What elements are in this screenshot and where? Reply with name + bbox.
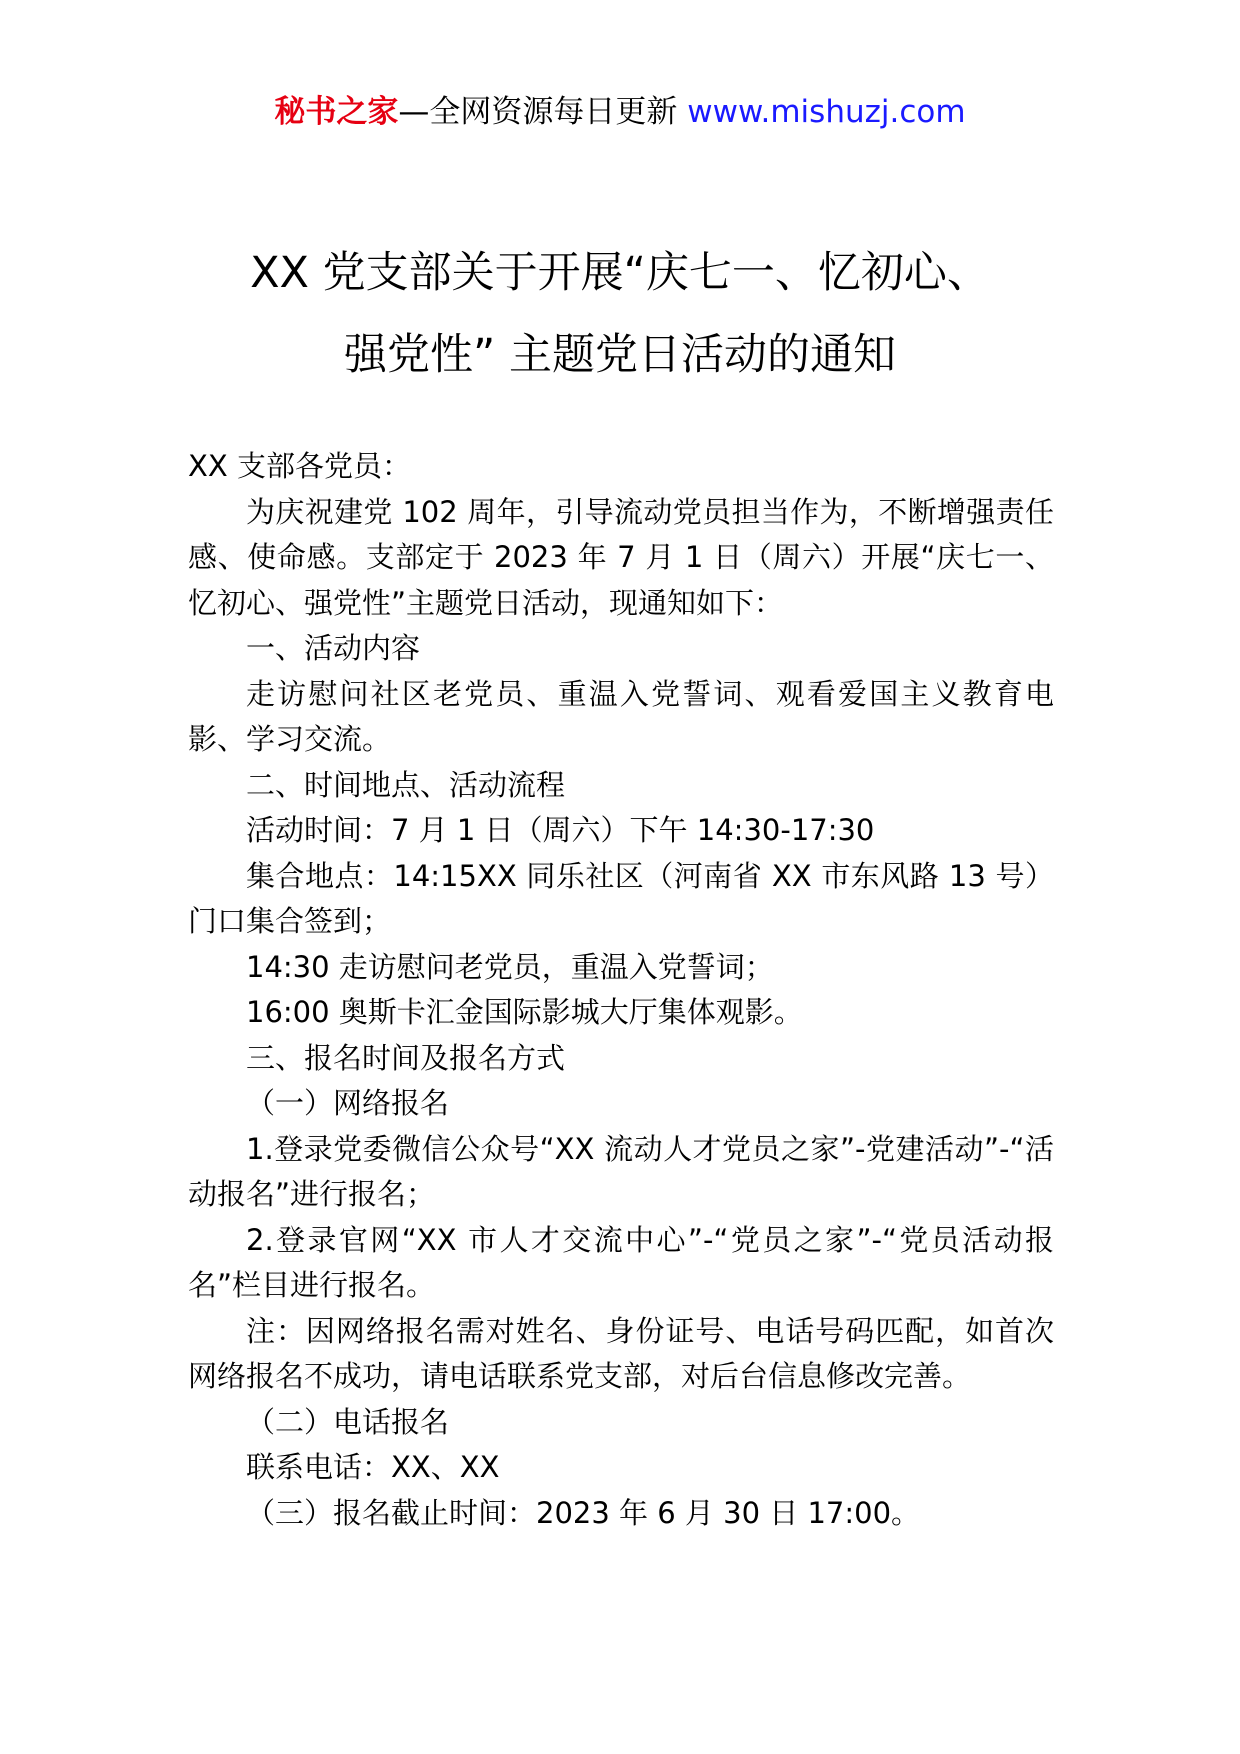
site-header [0, 92, 1240, 132]
content-paragraph: 走访慰问社区老党员、重温入党誓词、观看爱国主义教育电影、学习交流。 [188, 676, 1054, 756]
online-step-2: 2.登录官网“XX 市人才交流中心”-“党员之家”-“党员活动报名”栏目进行报名。 [188, 1222, 1054, 1302]
subheading-phone: （二）电话报名 [246, 1404, 450, 1439]
schedule-item-visit: 14:30 走访慰问老党员，重温入党誓词； [246, 949, 774, 984]
title-line-1: XX 党支部关于开展“庆七一、忆初心、 [250, 248, 990, 298]
subheading-online: （一）网络报名 [246, 1086, 450, 1120]
online-note: 注：因网络报名需对姓名、身份证号、电话号码匹配，如首次网络报名不成功，请电话联系党支部，对后台信息修改完善。 [188, 1313, 1054, 1393]
contact-phone: 联系电话：XX、XX [246, 1450, 500, 1484]
section-heading-content: 一、活动内容 [246, 631, 421, 665]
document-body [188, 444, 1054, 1536]
site-url-link[interactable]: www.mishuzj.com [687, 94, 966, 130]
header-tagline: —全网资源每日更新 [398, 94, 678, 130]
brand-name: 秘书之家 [274, 94, 399, 130]
section-heading-registration: 三、报名时间及报名方式 [246, 1040, 566, 1075]
registration-deadline: （三）报名截止时间：2023 年 6 月 30 日 17:00。 [246, 1495, 921, 1530]
schedule-time: 活动时间：7 月 1 日（周六）下午 14:30-17:30 [246, 813, 875, 847]
online-step-1: 1.登录党委微信公众号“XX 流动人才党员之家”-党建活动”-“活动报名”进行报名； [188, 1131, 1054, 1211]
section-heading-schedule: 二、时间地点、活动流程 [246, 767, 566, 802]
schedule-item-movie: 16:00 奥斯卡汇金国际影城大厅集体观影。 [246, 995, 803, 1029]
intro-paragraph: 为庆祝建党 102 周年，引导流动党员担当作为，不断增强责任感、使命感。支部定于 2023 年 7 月 1 日（周六）开展“庆七一、忆初心、强党性”主题党日活动，现通知如下： [188, 494, 1054, 620]
salutation: XX 支部各党员： [188, 449, 411, 483]
title-line-2: 强党性” 主题党日活动的通知 [344, 330, 896, 380]
document-title [0, 232, 1240, 396]
schedule-location: 集合地点：14:15XX 同乐社区（河南省 XX 市东风路 13 号）门口集合签到； [188, 858, 1054, 938]
